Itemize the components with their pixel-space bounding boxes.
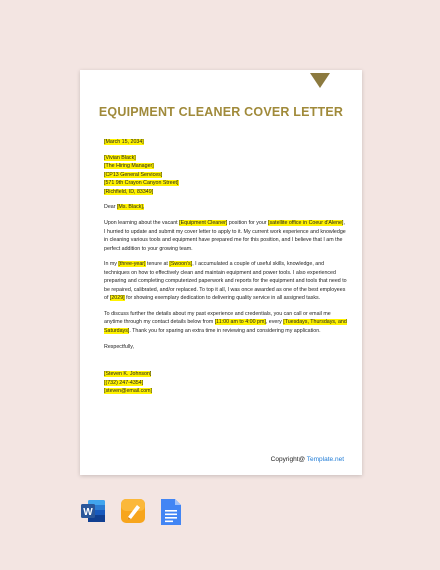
- corner-ribbon-icon: [310, 73, 330, 88]
- recipient-line: [CP13 General Services]: [104, 171, 163, 178]
- pages-icon[interactable]: [120, 498, 146, 524]
- word-icon[interactable]: [80, 498, 106, 524]
- salutation-name: [Ms. Black],: [116, 204, 145, 211]
- recipient-line: [The Hiring Manager]: [104, 163, 154, 170]
- document-preview: [80, 70, 362, 475]
- recipient-block: [104, 154, 347, 196]
- recipient-line: [Richfield, ID, 83349]: [104, 188, 154, 195]
- paragraph-2: In my [three-year] tenure at [Swoon's], I accumulated a couple of useful skills, knowledge, and techniques on how to effectively clean and maintain equipment and power tools. I also experienced preparing and completing computerized paperwork and reports for the equipment and tools that need to be repaired, calibrated, and/or replaced. To top it all, I was once awarded as one of the best employees of [2029] for showing exemplary dedication to delivering quality service in all assigned tasks.: [104, 261, 347, 302]
- paragraph-1: Upon learning about the vacant [Equipment Cleaner] position for your [satellite office in Coeur d'Alene], I hurried to update and submit my cover letter to apply to it. My current work experience and knowledge in cleaning various tools and equipment have prepared me for this position, and I believe that I am the perfect addition to your growing team.: [104, 220, 346, 252]
- salutation: Dear [Ms. Black],: [104, 204, 145, 211]
- letter-body: [104, 138, 347, 403]
- word-icon-letter: W: [83, 507, 93, 518]
- document-title: EQUIPMENT CLEANER COVER LETTER: [98, 105, 344, 119]
- recipient-line: [571 9th Crayon Canyon Street]: [104, 180, 179, 187]
- signature-line: [steven@email.com]: [104, 387, 153, 394]
- copyright-footer: Copyright@ Template.net: [270, 456, 344, 463]
- letter-date: [March 15, 2034]: [104, 139, 144, 145]
- signature-block: [104, 370, 347, 395]
- signature-line: [Steven K. Johnson]: [104, 371, 152, 378]
- google-docs-icon[interactable]: [160, 498, 182, 526]
- signature-line: [(732) 247-4354]: [104, 379, 144, 386]
- closing: Respectfully,: [104, 343, 134, 350]
- recipient-line: [Vivian Black]: [104, 154, 136, 161]
- template-net-link[interactable]: Template.net: [306, 456, 344, 463]
- paragraph-3: To discuss further the details about my past experience and credentials, you can call or email me anytime through my contact details below from [11:00 am to 4:00 pm], every [Tuesdays, Thursdays, and Saturdays]. Thank you for sparing an extra time in reviewing and considering my application.: [104, 311, 347, 334]
